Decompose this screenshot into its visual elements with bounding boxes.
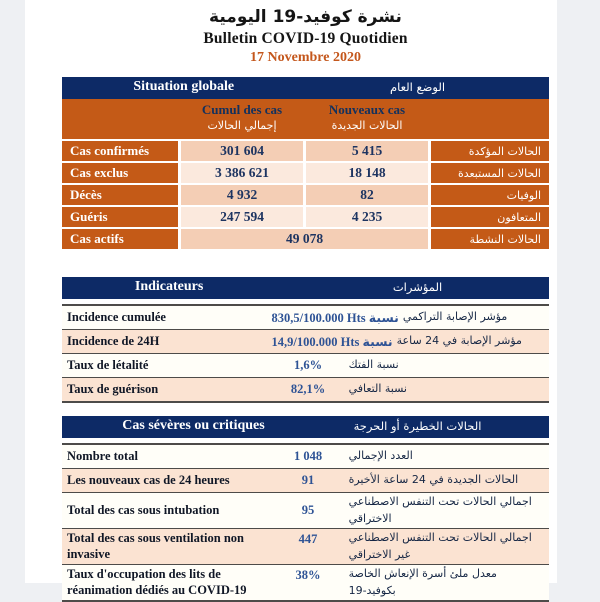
indicator-value: 830,5/100.000 Hts نسبة	[271, 310, 399, 325]
indicator-row	[62, 354, 549, 378]
document-page	[25, 0, 557, 597]
severe-row	[62, 445, 549, 469]
severe-value: 1 048	[293, 449, 323, 463]
column-header-nouveaux	[306, 102, 428, 132]
section-title-fr: Indicateurs	[134, 279, 204, 294]
indicator-row	[62, 378, 549, 401]
nouveaux-value: 4 235	[306, 207, 428, 227]
severe-value: 38%	[295, 568, 321, 582]
column-header-nouveaux-fr: Nouveaux cas	[328, 102, 406, 117]
document-content	[62, 0, 549, 602]
severe-label-ar: الحالات الجديدة في 24 ساعة الأخيرة	[348, 473, 519, 487]
severe-label-ar: اجمالي الحالات تحت التنفس الاصطناعي الاختراقي	[348, 495, 532, 525]
indicator-row	[62, 306, 549, 330]
indicator-row	[62, 330, 549, 354]
row-label-fr: Cas actifs	[62, 229, 178, 249]
situation-column-headers	[62, 99, 549, 139]
severe-label-ar: معدل ملئ أسرة الإنعاش الخاصة بكوفيد-19	[348, 567, 497, 597]
section-title-ar: الحالات الخطيرة أو الحرجة	[353, 419, 482, 433]
severe-label-fr: Nombre total	[67, 448, 138, 463]
row-label-ar: الحالات المؤكدة	[431, 141, 549, 161]
severe-label-fr: Taux d'occupation des lits de réanimation dédiés au COVID-19	[67, 566, 247, 597]
column-header-cumul	[181, 102, 303, 132]
section-title-fr: Cas sévères ou critiques	[122, 418, 265, 433]
indicator-label-ar: نسبة التعافي	[348, 382, 407, 396]
severe-row	[62, 529, 549, 565]
cumul-value: 3 386 621	[181, 163, 303, 183]
severe-label-fr: Total des cas sous ventilation non invasive	[67, 530, 245, 561]
section-title-fr: Situation globale	[133, 79, 235, 94]
indicator-value: 1,6%	[293, 358, 323, 372]
indicator-label-ar: مؤشر الإصابة التراكمي	[402, 310, 508, 324]
spacer	[62, 249, 549, 277]
nouveaux-value: 5 415	[306, 141, 428, 161]
row-label-fr: Décès	[62, 185, 178, 205]
severe-label-fr: Total des cas sous intubation	[67, 502, 220, 517]
spacer	[62, 403, 549, 416]
column-header-cumul-fr: Cumul des cas	[201, 102, 283, 117]
severe-label-fr: Les nouveaux cas de 24 heures	[67, 472, 230, 487]
cumul-value: 301 604	[181, 141, 303, 161]
section-title-ar: المؤشرات	[392, 280, 443, 294]
bulletin-title-french: Bulletin COVID-19 Quotidien	[203, 30, 408, 47]
severe-value: 447	[298, 532, 318, 546]
situation-globale-table	[62, 77, 549, 249]
row-label-fr: Guéris	[62, 207, 178, 227]
cumul-value: 4 932	[181, 185, 303, 205]
indicator-label-ar: مؤشر الإصابة في 24 ساعة	[396, 334, 522, 348]
situation-globale-header	[62, 77, 549, 99]
cas-severes-header	[62, 416, 549, 438]
indicator-label-fr: Taux de létalité	[67, 357, 149, 372]
column-header-nouveaux-ar: الحالات الجديدة	[331, 119, 403, 132]
row-label-fr: Cas confirmés	[62, 141, 178, 161]
row-label-fr: Cas exclus	[62, 163, 178, 183]
severe-row	[62, 493, 549, 529]
section-title-ar: الوضع العام	[389, 80, 446, 94]
severe-label-ar: العدد الإجمالي	[348, 449, 413, 463]
indicateurs-table	[62, 277, 549, 403]
cas-actifs-value: 49 078	[181, 229, 428, 249]
indicator-label-fr: Incidence cumulée	[67, 309, 166, 324]
row-label-ar: الحالات النشطة	[431, 229, 549, 249]
severe-value: 91	[301, 473, 315, 487]
indicator-value: 14,9/100.000 Hts نسبة	[271, 334, 393, 349]
bulletin-date: 17 Novembre 2020	[250, 50, 361, 65]
indicateurs-rows	[62, 304, 549, 403]
nouveaux-value: 18 148	[306, 163, 428, 183]
severe-row	[62, 469, 549, 493]
indicateurs-header	[62, 277, 549, 299]
situation-rows	[62, 141, 549, 249]
cas-severes-rows	[62, 443, 549, 602]
indicator-value: 82,1%	[290, 382, 326, 396]
bulletin-title-arabic: نشرة كوفيد-19 اليومية	[209, 7, 402, 27]
indicator-label-fr: Incidence de 24H	[67, 333, 160, 348]
severe-label-ar: اجمالي الحالات تحت التنفس الاصطناعي غير الاختراقي	[348, 531, 532, 561]
nouveaux-value: 82	[306, 185, 428, 205]
row-label-ar: المتعافون	[431, 207, 549, 227]
indicator-label-fr: Taux de guérison	[67, 381, 159, 396]
column-header-cumul-ar: إجمالي الحالات	[207, 119, 277, 132]
row-label-ar: الحالات المستبعدة	[431, 163, 549, 183]
document-header	[62, 0, 549, 66]
indicator-label-ar: نسبة الفتك	[348, 358, 399, 372]
row-label-ar: الوفيات	[431, 185, 549, 205]
severe-value: 95	[301, 503, 315, 517]
cas-severes-table	[62, 416, 549, 602]
cumul-value: 247 594	[181, 207, 303, 227]
